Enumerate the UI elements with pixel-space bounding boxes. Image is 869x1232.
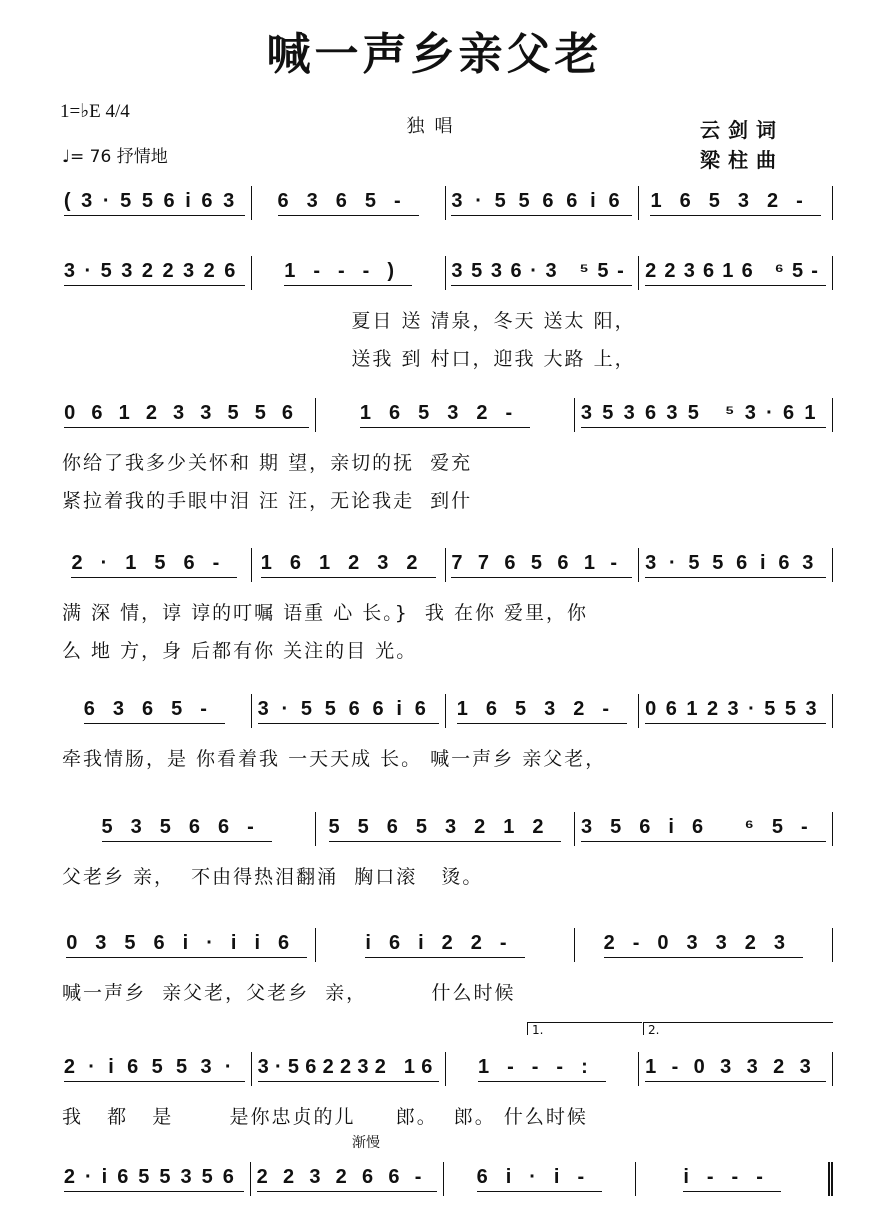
measure	[639, 694, 833, 728]
measure-notes: 1---:	[478, 1056, 606, 1082]
measure-notes: 1-03323	[645, 1056, 826, 1082]
measure	[252, 1052, 446, 1086]
measure-notes: 55653212	[329, 816, 562, 842]
measure	[58, 694, 252, 728]
measure-notes: 16532-	[650, 190, 820, 216]
performance-type: 独唱	[406, 116, 463, 137]
measure-notes: i6i22-	[365, 932, 524, 958]
measure-notes: (3·556i63	[64, 190, 245, 216]
measure-notes: 161232	[261, 552, 436, 578]
lyric-line: 我 都 是 是你忠贞的儿 郎。 郎。 什么时候	[62, 1106, 588, 1128]
measure-notes: 6365-	[278, 190, 419, 216]
measure-notes: 223616 ⁶5-	[645, 260, 826, 286]
measure	[58, 398, 316, 432]
measure-notes: 061233556	[64, 402, 309, 428]
lyric-line: 喊一声乡 亲父老，父老乡 亲， 什么时候	[62, 982, 516, 1004]
volta-1: 1.	[527, 1022, 642, 1035]
measure	[446, 256, 640, 290]
measure-notes: 223266-	[257, 1166, 437, 1192]
measure	[316, 812, 574, 846]
measure	[316, 928, 574, 962]
score-system	[58, 398, 833, 432]
song-title: 喊一声乡亲父老	[266, 29, 603, 80]
measure	[58, 1162, 251, 1196]
measure-notes: 0356i·ii6	[66, 932, 307, 958]
measure	[58, 1052, 252, 1086]
measure-notes: 2-03323	[604, 932, 803, 958]
measure-notes: 353635 ⁵3·61	[581, 402, 826, 428]
measure-notes: 3·562232 16	[258, 1056, 439, 1082]
score-system	[58, 812, 833, 846]
measure	[316, 398, 574, 432]
lyricist-credit: 云剑词	[700, 118, 784, 142]
measure	[575, 928, 833, 962]
lyric-line: 送我 到 村口，迎我 大路 上，	[62, 348, 636, 370]
measure	[58, 548, 252, 582]
measure	[252, 186, 446, 220]
measure-notes: 6365-	[84, 698, 225, 724]
measure-notes: 06123·553	[645, 698, 826, 724]
measure	[636, 1162, 833, 1196]
measure-notes: 16532-	[360, 402, 530, 428]
measure-notes: 3·5566i6	[258, 698, 439, 724]
measure	[58, 186, 252, 220]
measure	[252, 256, 446, 290]
measure	[444, 1162, 637, 1196]
measure	[58, 928, 316, 962]
lyric-line: 满 深 情，谆 谆的叮嘱 语重 心 长。} 我 在你 爱里，你	[62, 602, 588, 624]
ritardando-marking: 渐慢	[352, 1135, 380, 1151]
measure-notes: 6i·i-	[477, 1166, 603, 1192]
tempo-marking: ♩= 76 抒情地	[62, 147, 168, 167]
lyric-line: 么 地 方，身 后都有你 关注的目 光。	[62, 640, 418, 662]
key-signature: 1=♭E 4/4	[60, 101, 130, 122]
measure	[639, 256, 833, 290]
measure	[446, 548, 640, 582]
measure-notes: 2·156-	[71, 552, 237, 578]
lyric-line: 夏日 送 清泉，冬天 送太 阳，	[62, 310, 636, 332]
score-system	[58, 694, 833, 728]
measure	[446, 694, 640, 728]
measure-notes: 2·i6553·	[64, 1056, 245, 1082]
measure	[639, 548, 833, 582]
composer-credit: 梁柱曲	[700, 148, 784, 172]
measure	[252, 694, 446, 728]
measure-notes: 3·5322326	[64, 260, 245, 286]
score-system	[58, 1052, 833, 1086]
lyric-line: 紧拉着我的手眼中泪 汪 汪，无论我走 到什	[62, 490, 473, 512]
measure	[58, 256, 252, 290]
measure-notes: 53566-	[102, 816, 272, 842]
lyric-line: 父老乡 亲， 不由得热泪翻涌 胸口滚 烫。	[62, 866, 484, 888]
measure-notes: 356i6 ⁶5-	[581, 816, 826, 842]
measure-notes: 3·556i63	[645, 552, 826, 578]
score-system	[58, 928, 833, 962]
measure	[639, 1052, 833, 1086]
measure-notes: 2·i655356	[64, 1166, 244, 1192]
measure	[575, 812, 833, 846]
measure	[639, 186, 833, 220]
lyric-line: 牵我情肠，是 你看着我 一天天成 长。 喊一声乡 亲父老，	[62, 748, 607, 770]
volta-2: 2.	[643, 1022, 833, 1035]
measure-notes: 1---)	[284, 260, 412, 286]
measure	[446, 186, 640, 220]
measure	[58, 812, 316, 846]
measure-notes: 16532-	[457, 698, 627, 724]
measure	[252, 548, 446, 582]
measure-notes: 776561-	[451, 552, 632, 578]
score-system	[58, 548, 833, 582]
measure	[446, 1052, 640, 1086]
measure	[575, 398, 833, 432]
measure	[251, 1162, 444, 1196]
score-system	[58, 256, 833, 290]
measure-notes: i---	[683, 1166, 781, 1192]
score-system	[58, 1162, 833, 1196]
measure-notes: 3536·3 ⁵5-	[451, 260, 632, 286]
measure-notes: 3·5566i6	[451, 190, 632, 216]
score-system	[58, 186, 833, 220]
lyric-line: 你给了我多少关怀和 期 望，亲切的抚 爱充	[62, 452, 473, 474]
